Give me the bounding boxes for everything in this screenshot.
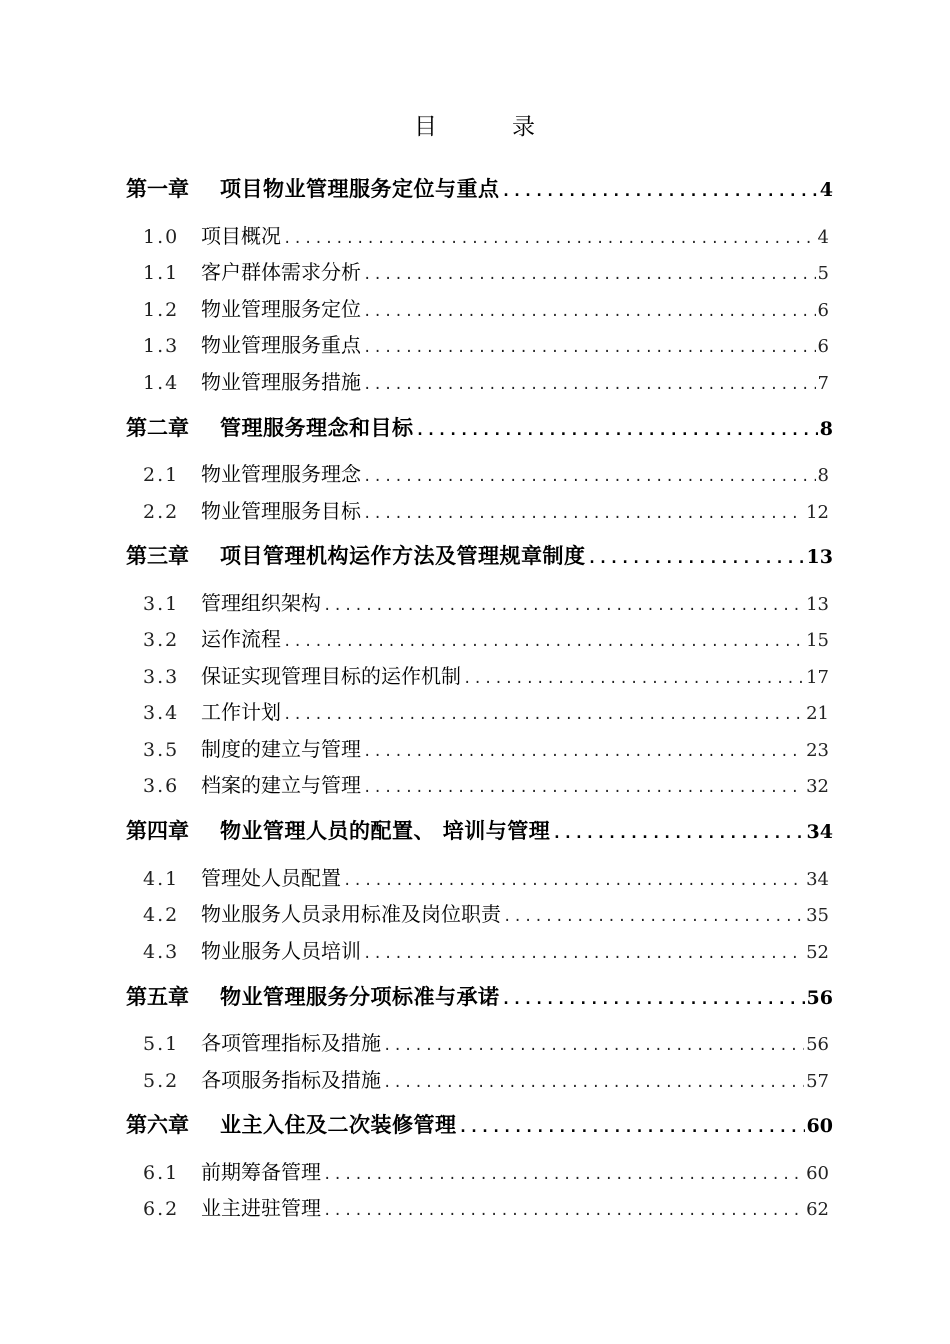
section-title: 物业服务人员录用标准及岗位职责 <box>201 902 501 926</box>
toc-chapter-entry[interactable] <box>126 541 833 571</box>
toc-section-entry[interactable] <box>143 459 829 489</box>
section-title: 工作计划 <box>201 700 281 724</box>
toc-section-entry[interactable] <box>143 624 829 654</box>
page-number: 35 <box>806 905 829 926</box>
section-title: 保证实现管理目标的运作机制 <box>201 664 461 688</box>
section-number: 5.2 <box>143 1070 180 1092</box>
section-number: 2.2 <box>143 501 180 523</box>
section-title: 管理组织架构 <box>201 591 321 615</box>
toc-section-entry[interactable] <box>143 1157 829 1187</box>
section-number: 5.1 <box>143 1033 180 1055</box>
page-number: 56 <box>806 987 833 1009</box>
dot-leader <box>552 818 804 848</box>
page-number: 57 <box>806 1071 829 1092</box>
page-number: 34 <box>806 821 833 843</box>
section-title: 客户群体需求分析 <box>201 260 361 284</box>
section-number: 6.2 <box>143 1198 180 1220</box>
section-title: 物业管理服务措施 <box>201 370 361 394</box>
section-number: 3.3 <box>143 666 180 688</box>
toc-section-entry[interactable] <box>143 588 829 618</box>
toc-section-entry[interactable] <box>143 257 829 287</box>
dot-leader <box>363 939 804 969</box>
chapter-number: 第三章 <box>126 544 189 568</box>
dot-leader <box>323 591 804 621</box>
dot-leader <box>363 297 816 327</box>
chapter-number: 第六章 <box>126 1113 189 1137</box>
dot-leader <box>363 499 804 529</box>
chapter-number: 第五章 <box>126 985 189 1009</box>
section-title: 物业管理服务定位 <box>201 297 361 321</box>
dot-leader <box>363 333 816 363</box>
page-number: 4 <box>817 227 829 248</box>
toc-section-entry[interactable] <box>143 734 829 764</box>
dot-leader <box>363 462 816 492</box>
toc-chapter-entry[interactable] <box>126 1110 833 1140</box>
dot-leader <box>363 737 804 767</box>
toc-chapter-entry[interactable] <box>126 174 833 204</box>
toc-section-entry[interactable] <box>143 221 829 251</box>
section-number: 1.3 <box>143 335 180 357</box>
page-number: 23 <box>806 740 829 761</box>
toc-title: 目 录 <box>414 114 561 140</box>
dot-leader <box>323 1196 804 1226</box>
dot-leader <box>503 902 804 932</box>
toc-section-entry[interactable] <box>143 936 829 966</box>
page-number: 13 <box>806 594 829 615</box>
page-number: 32 <box>806 776 829 797</box>
section-title: 前期筹备管理 <box>201 1160 321 1184</box>
toc-section-entry[interactable] <box>143 367 829 397</box>
dot-leader <box>363 773 804 803</box>
page-number: 52 <box>806 942 829 963</box>
toc-chapter-entry[interactable] <box>126 816 833 846</box>
chapter-title: 管理服务理念和目标 <box>220 416 414 440</box>
toc-section-entry[interactable] <box>143 496 829 526</box>
page-number: 60 <box>806 1163 829 1184</box>
chapter-title: 项目管理机构运作方法及管理规章制度 <box>220 544 586 568</box>
dot-leader <box>283 700 804 730</box>
toc-chapter-entry[interactable] <box>126 413 833 443</box>
section-title: 物业服务人员培训 <box>201 939 361 963</box>
toc-section-entry[interactable] <box>143 294 829 324</box>
section-number: 1.2 <box>143 299 180 321</box>
section-number: 6.1 <box>143 1162 180 1184</box>
toc-section-entry[interactable] <box>143 899 829 929</box>
page-number: 8 <box>817 465 829 486</box>
section-title: 管理处人员配置 <box>201 866 341 890</box>
section-title: 各项管理指标及措施 <box>201 1031 381 1055</box>
dot-leader <box>459 1112 805 1142</box>
dot-leader <box>343 866 804 896</box>
section-number: 3.1 <box>143 593 180 615</box>
page-number: 7 <box>817 373 829 394</box>
dot-leader <box>416 415 818 445</box>
page-number: 34 <box>806 869 829 890</box>
dot-leader <box>383 1031 804 1061</box>
page-number: 15 <box>806 630 829 651</box>
section-number: 4.3 <box>143 941 180 963</box>
chapter-title: 业主入住及二次装修管理 <box>220 1113 457 1137</box>
section-number: 3.5 <box>143 739 180 761</box>
dot-leader <box>463 664 804 694</box>
section-title: 物业管理服务理念 <box>201 462 361 486</box>
section-number: 4.1 <box>143 868 180 890</box>
chapter-number: 第二章 <box>126 416 189 440</box>
page-number: 12 <box>806 502 829 523</box>
page-number: 17 <box>806 667 829 688</box>
section-title: 物业管理服务目标 <box>201 499 361 523</box>
dot-leader <box>502 984 805 1014</box>
dot-leader <box>383 1068 804 1098</box>
toc-section-entry[interactable] <box>143 770 829 800</box>
page-number: 21 <box>806 703 829 724</box>
section-title: 业主进驻管理 <box>201 1196 321 1220</box>
section-number: 1.1 <box>143 262 180 284</box>
page-number: 8 <box>819 418 833 440</box>
toc-section-entry[interactable] <box>143 1065 829 1095</box>
section-title: 各项服务指标及措施 <box>201 1068 381 1092</box>
page-number: 6 <box>817 336 829 357</box>
page-number: 4 <box>819 179 833 201</box>
dot-leader <box>323 1160 804 1190</box>
section-number: 3.2 <box>143 629 180 651</box>
dot-leader <box>502 176 818 206</box>
section-number: 2.1 <box>143 464 180 486</box>
toc-section-entry[interactable] <box>143 330 829 360</box>
chapter-number: 第四章 <box>126 819 189 843</box>
page-number: 5 <box>817 263 829 284</box>
section-title: 制度的建立与管理 <box>201 737 361 761</box>
section-title: 档案的建立与管理 <box>201 773 361 797</box>
section-number: 1.4 <box>143 372 180 394</box>
section-title: 物业管理服务重点 <box>201 333 361 357</box>
page-number: 60 <box>806 1115 833 1137</box>
page-number: 13 <box>806 546 833 568</box>
toc-section-entry[interactable] <box>143 1028 829 1058</box>
dot-leader <box>363 260 816 290</box>
toc-section-entry[interactable] <box>143 661 829 691</box>
section-number: 3.6 <box>143 775 180 797</box>
section-number: 3.4 <box>143 702 180 724</box>
section-number: 1.0 <box>143 226 180 248</box>
toc-chapter-entry[interactable] <box>126 982 833 1012</box>
dot-leader <box>588 543 805 573</box>
dot-leader <box>283 224 816 254</box>
page-number: 56 <box>806 1034 829 1055</box>
dot-leader <box>363 370 816 400</box>
chapter-title: 项目物业管理服务定位与重点 <box>220 177 500 201</box>
chapter-title: 物业管理服务分项标准与承诺 <box>220 985 500 1009</box>
section-title: 项目概况 <box>201 224 281 248</box>
toc-section-entry[interactable] <box>143 1193 829 1223</box>
section-number: 4.2 <box>143 904 180 926</box>
page-number: 6 <box>817 300 829 321</box>
page-number: 62 <box>806 1199 829 1220</box>
chapter-number: 第一章 <box>126 177 189 201</box>
chapter-title: 物业管理人员的配置、 培训与管理 <box>220 819 551 843</box>
dot-leader <box>283 627 804 657</box>
toc-section-entry[interactable] <box>143 863 829 893</box>
section-title: 运作流程 <box>201 627 281 651</box>
toc-section-entry[interactable] <box>143 697 829 727</box>
